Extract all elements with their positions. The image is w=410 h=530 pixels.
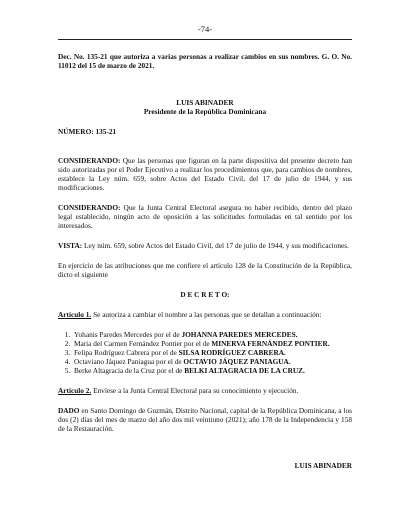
articulo-1-text: Se autoriza a cambiar el nombre a las personas que se detallan a continuación: <box>91 310 322 319</box>
header-rule <box>58 39 352 40</box>
considerando-1-text: Que las personas que figuran en la parte dispositiva del presente decreto han sido autorizadas por el Poder Ejecutivo a realizar los procedimientos que, para cambios de nombres, establece la Ley núm. 659, sobre Actos del Estado Civil, del 17 de julio de 1944, y sus modificaciones. <box>58 156 352 192</box>
person-old-name: Yohanis Paredes Mercedes por el de <box>74 330 182 339</box>
considerando-2 <box>58 203 352 230</box>
dado-text: en Santo Domingo de Guzmán, Distrito Nacional, capital de la República Dominicana, a los dos (2) días del mes de marzo del año dos mil veintiuno (2021); año 178 de la Independencia y 158 de la Restauración. <box>58 406 352 433</box>
decree-number: NÚMERO: 135-21 <box>58 127 117 136</box>
president-name: LUIS ABINADER <box>176 98 234 107</box>
vista-text: Ley núm. 659, sobre Actos del Estado Civil, del 17 de julio de 1944, y sus modificaciones. <box>82 241 349 250</box>
person-new-name: OCTAVIO JÁQUEZ PANIAGUA. <box>183 357 291 366</box>
list-item <box>72 348 352 357</box>
decree-title: Dec. No. 135-21 que autoriza a varias personas a realizar cambios en sus nombres. G. O. No. 11012 del 15 de marzo de 2021. <box>58 52 352 70</box>
considerando-1-label: CONSIDERANDO: <box>58 156 121 165</box>
person-old-name: Felipa Rodríguez Cabrera por el de <box>74 348 179 357</box>
decreto-heading: D E C R E T O: <box>180 290 230 299</box>
list-item <box>72 339 352 348</box>
articulo-1-label: Artículo 1. <box>58 310 92 319</box>
document-body <box>58 52 352 470</box>
articulo-1 <box>58 310 352 319</box>
vista <box>58 241 352 250</box>
person-new-name: JOHANNA PAREDES MERCEDES. <box>181 330 298 339</box>
list-item <box>72 366 352 375</box>
list-item <box>72 330 352 339</box>
ejercicio-paragraph: En ejercicio de las atribuciones que me confiere el artículo 128 de la Constitución de la República, dicto el siguiente <box>58 261 352 279</box>
page-number: -74- <box>197 24 213 34</box>
person-old-name: Maria del Carmen Fernández Pontier por el de <box>74 339 212 348</box>
person-old-name: Berke Altagracia de la Cruz por el de <box>74 366 185 375</box>
articulo-2-text: Envíese a la Junta Central Electoral para su conocimiento y ejecución. <box>91 386 299 395</box>
signature: LUIS ABINADER <box>294 461 352 470</box>
articulo-2-label: Artículo 2. <box>58 386 92 395</box>
articulo-2 <box>58 386 352 395</box>
list-item <box>72 357 352 366</box>
considerando-2-text: Que la Junta Central Electoral asegura no haber recibido, dentro del plazo legal establecido, ningún acto de oposición a las solicitudes formuladas en tal sentido por los interesados. <box>58 203 352 230</box>
persons-list <box>58 330 352 375</box>
person-new-name: SILSA RODRÍGUEZ CABRERA. <box>178 348 286 357</box>
dado-paragraph <box>58 406 352 433</box>
person-new-name: BELKI ALTAGRACIA DE LA CRUZ. <box>184 366 305 375</box>
person-old-name: Octaviano Jáquez Paniagua por el de <box>74 357 184 366</box>
person-new-name: MINERVA FERNÁNDEZ PONTIER. <box>211 339 330 348</box>
president-title: Presidente de la República Dominicana <box>143 107 267 116</box>
dado-label: DADO <box>58 406 80 415</box>
considerando-1 <box>58 156 352 192</box>
considerando-2-label: CONSIDERANDO: <box>58 203 121 212</box>
vista-label: VISTA: <box>58 241 83 250</box>
